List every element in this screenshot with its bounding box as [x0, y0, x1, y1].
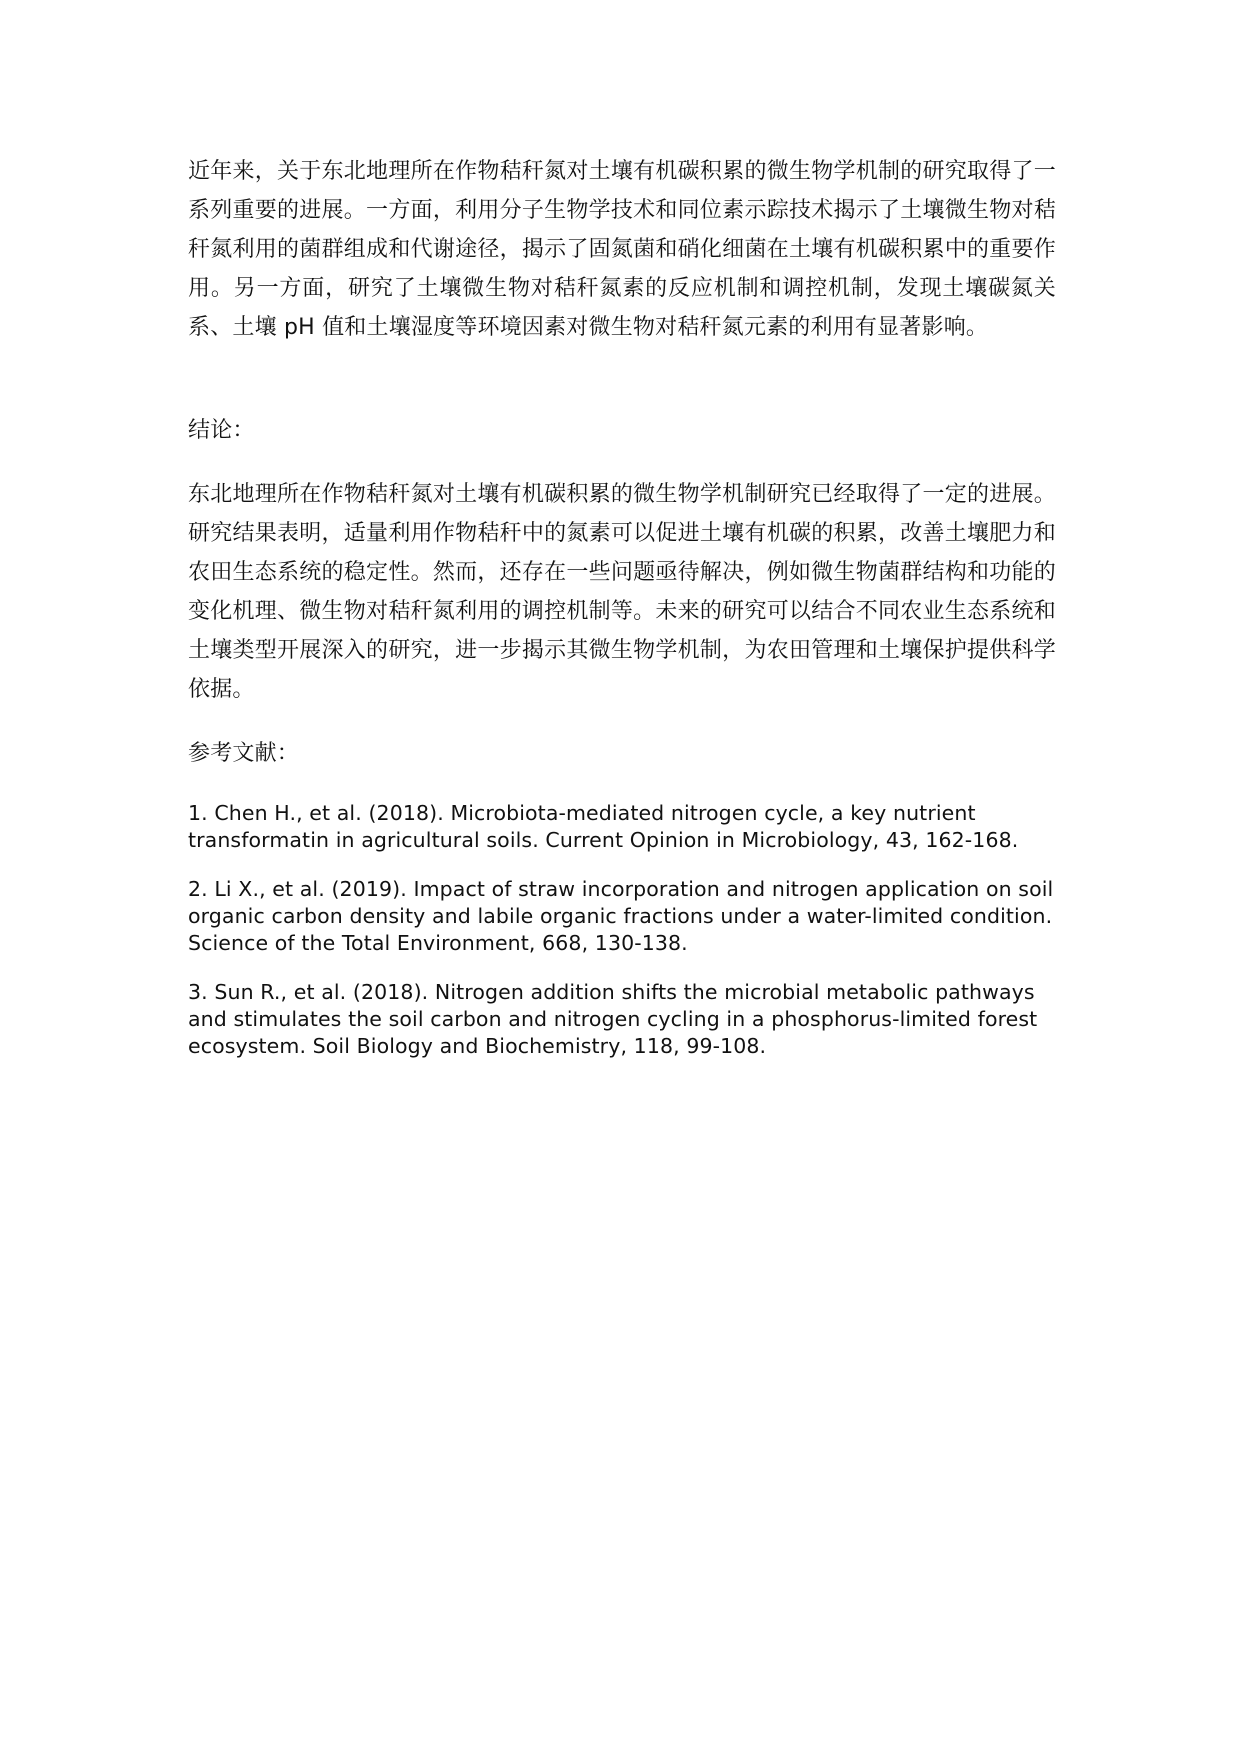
reference-item: 2. Li X., et al. (2019). Impact of straw incorporation and nitrogen application on soil organic carbon density and labile organic fractions under a water-limited condition. Science of the Total Environment, 668, 130-138.: [188, 877, 1054, 955]
reference-item: 1. Chen H., et al. (2018). Microbiota-mediated nitrogen cycle, a key nutrient transformatin in agricultural soils. Current Opinion in Microbiology, 43, 162-168.: [188, 801, 1019, 852]
references-heading: 参考文献：: [188, 741, 300, 766]
intro-paragraph: 近年来，关于东北地理所在作物秸秆氮对土壤有机碳积累的微生物学机制的研究取得了一系列重要的进展。一方面，利用分子生物学技术和同位素示踪技术揭示了土壤微生物对秸秆氮利用的菌群组成和代谢途径，揭示了固氮菌和硝化细菌在土壤有机碳积累中的重要作用。另一方面，研究了土壤微生物对秸秆氮素的反应机制和调控机制，发现土壤碳氮关系、土壤 pH 值和土壤湿度等环境因素对微生物对秸秆氮元素的利用有显著影响。: [188, 159, 1056, 340]
reference-list: [188, 800, 1056, 1060]
conclusion-paragraph: 东北地理所在作物秸秆氮对土壤有机碳积累的微生物学机制研究已经取得了一定的进展。研究结果表明，适量利用作物秸秆中的氮素可以促进土壤有机碳的积累，改善土壤肥力和农田生态系统的稳定性。然而，还存在一些问题亟待解决，例如微生物菌群结构和功能的变化机理、微生物对秸秆氮利用的调控机制等。未来的研究可以结合不同农业生态系统和土壤类型开展深入的研究，进一步揭示其微生物学机制，为农田管理和土壤保护提供科学依据。: [188, 482, 1056, 702]
document-body: [188, 152, 1056, 1082]
conclusion-heading: 结论：: [188, 418, 255, 443]
reference-item: 3. Sun R., et al. (2018). Nitrogen addition shifts the microbial metabolic pathways and stimulates the soil carbon and nitrogen cycling in a phosphorus-limited forest ecosystem. Soil Biology and Biochemistry, 118, 99-108.: [188, 980, 1038, 1058]
